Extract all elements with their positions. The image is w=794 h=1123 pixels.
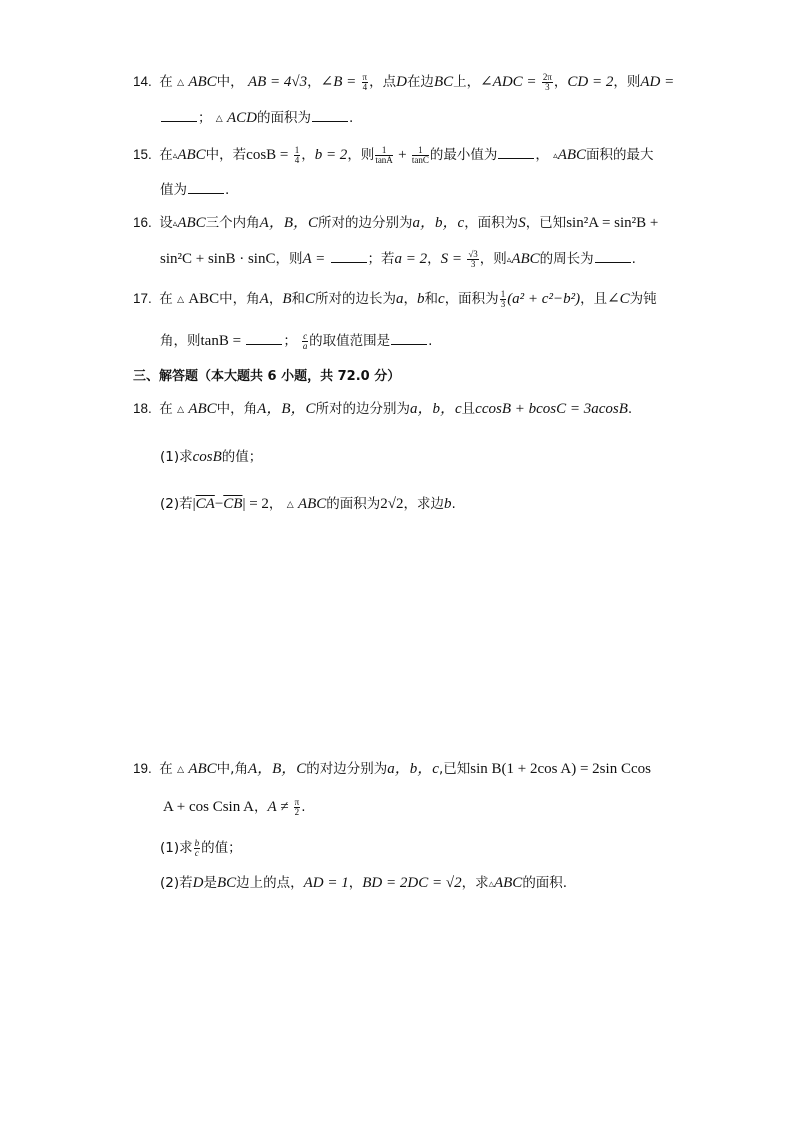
problem-number: 19. bbox=[133, 761, 152, 776]
text: ,已知 bbox=[438, 761, 471, 777]
math: a，b，c bbox=[387, 761, 439, 777]
math: a bbox=[396, 291, 404, 307]
math: ABC bbox=[493, 875, 523, 891]
denominator: tanC bbox=[411, 154, 429, 165]
math: A + cos Csin A bbox=[163, 799, 254, 815]
text: (2)若 bbox=[160, 875, 193, 891]
denominator: 4 bbox=[294, 154, 300, 165]
text: 所对的边分别为 bbox=[318, 215, 413, 231]
math: a，b，c bbox=[412, 215, 465, 231]
math: D bbox=[396, 74, 407, 90]
math: ccosB + bcosC = 3acosB bbox=[475, 401, 628, 417]
text: (1)求 bbox=[160, 840, 193, 856]
text: 的取值范围是 bbox=[309, 333, 391, 349]
text: (1)求 bbox=[160, 449, 193, 465]
text: ， bbox=[307, 74, 321, 90]
math: ∠B = bbox=[320, 74, 357, 90]
text: ， bbox=[253, 799, 268, 815]
math: BC bbox=[433, 74, 454, 90]
problem-16-line-1 bbox=[133, 213, 658, 234]
triangle-symbol: △ bbox=[177, 295, 185, 305]
text: ， bbox=[301, 147, 315, 163]
triangle-symbol: △ bbox=[177, 405, 185, 415]
math: cosB bbox=[192, 449, 222, 465]
fraction bbox=[542, 73, 553, 92]
text: 的最小值为 bbox=[429, 147, 498, 163]
triangle-symbol: ▵ bbox=[172, 151, 178, 161]
numerator: 2π bbox=[542, 71, 552, 82]
answer-blank[interactable] bbox=[331, 250, 367, 263]
text: 边上的点， bbox=[236, 875, 304, 891]
math: A = bbox=[302, 251, 326, 267]
text: ，面积为 bbox=[464, 215, 519, 231]
problem-16-line-2 bbox=[160, 249, 636, 270]
denominator: 3 bbox=[545, 81, 550, 92]
math: ∠ADC = bbox=[480, 74, 537, 90]
math: BC bbox=[216, 875, 237, 891]
text: 中， bbox=[216, 74, 244, 90]
math: A，B，C bbox=[257, 401, 316, 417]
denominator: 2 bbox=[294, 806, 300, 817]
text: ，则 bbox=[613, 74, 641, 90]
math: ∠C bbox=[607, 291, 630, 307]
section-heading: 三、解答题（本大题共 6 小题，共 72.0 分） bbox=[133, 369, 401, 384]
triangle-symbol: △ bbox=[286, 500, 294, 510]
math: A bbox=[259, 291, 269, 307]
text: 设 bbox=[159, 215, 173, 231]
fraction bbox=[500, 290, 507, 309]
text: ， bbox=[553, 74, 568, 90]
math: 2√2 bbox=[380, 496, 404, 512]
math: | = 2 bbox=[242, 496, 269, 512]
problem-17-line-1 bbox=[133, 289, 657, 310]
problem-15-line-1 bbox=[133, 145, 654, 166]
text: 且 bbox=[461, 401, 476, 417]
math: BD = 2DC = √2 bbox=[362, 875, 462, 891]
math: B bbox=[282, 291, 292, 307]
math: − bbox=[214, 496, 224, 512]
fraction bbox=[412, 146, 429, 165]
text: . bbox=[428, 333, 433, 349]
answer-blank[interactable] bbox=[498, 146, 534, 159]
denominator: c bbox=[194, 847, 199, 858]
math: CD = 2 bbox=[567, 74, 614, 90]
math: ACD bbox=[227, 110, 258, 126]
text: ， bbox=[427, 251, 441, 267]
answer-blank[interactable] bbox=[188, 181, 224, 194]
text: . bbox=[225, 182, 230, 198]
math: cosB = bbox=[246, 147, 289, 163]
answer-blank[interactable] bbox=[595, 250, 631, 263]
text: 和 bbox=[424, 291, 439, 307]
abs-bar: | bbox=[192, 496, 196, 512]
math: ABC bbox=[177, 215, 206, 231]
answer-blank[interactable] bbox=[246, 332, 282, 345]
math: b = 2 bbox=[314, 147, 348, 163]
text: 在 bbox=[159, 401, 173, 417]
text: 是 bbox=[203, 875, 217, 891]
triangle-symbol: ▵ bbox=[506, 255, 512, 265]
problem-19-line-1 bbox=[133, 759, 651, 780]
numerator: 1 bbox=[294, 144, 300, 155]
text: 中，角 bbox=[219, 291, 260, 307]
text: ，已知 bbox=[525, 215, 567, 231]
math: (a² + c²−b²) bbox=[507, 291, 581, 307]
text: ，则 bbox=[275, 251, 303, 267]
math: sin B(1 + 2cos A) = 2sin Ccos bbox=[470, 761, 651, 777]
problem-18-line-1 bbox=[133, 399, 632, 420]
problem-number: 14. bbox=[133, 74, 152, 89]
text: ； bbox=[283, 333, 297, 349]
vector: $\overline{CA}$ bbox=[195, 496, 215, 512]
text: ， bbox=[535, 147, 549, 163]
problem-18-part-1 bbox=[160, 447, 262, 467]
fraction bbox=[294, 146, 301, 165]
problem-number: 16. bbox=[133, 215, 152, 230]
triangle-symbol: △ bbox=[488, 880, 494, 888]
math: A，B，C bbox=[259, 215, 319, 231]
text: 中，角 bbox=[216, 401, 258, 417]
math: a = 2 bbox=[394, 251, 428, 267]
math: a，b，c bbox=[410, 401, 462, 417]
math: ABC bbox=[511, 251, 540, 267]
numerator: π bbox=[362, 71, 368, 82]
math: tanB = bbox=[200, 333, 242, 349]
text: (2)若 bbox=[160, 496, 193, 512]
math: AB = 4√3 bbox=[247, 74, 308, 90]
problem-15-line-2 bbox=[160, 180, 229, 200]
vector: $\overline{CB}$ bbox=[223, 496, 243, 512]
math: A ≠ bbox=[267, 799, 289, 815]
text: 值为 bbox=[160, 182, 187, 198]
fraction bbox=[194, 839, 201, 858]
math: ABC bbox=[188, 74, 217, 90]
triangle-symbol: △ bbox=[177, 765, 185, 775]
text: 的面积为 bbox=[257, 110, 312, 126]
denominator: 3 bbox=[500, 298, 506, 309]
triangle-symbol: ▵ bbox=[553, 151, 558, 161]
text: 上， bbox=[453, 74, 481, 90]
math: ABC bbox=[177, 147, 206, 163]
math: sin²A = sin²B + bbox=[566, 215, 659, 231]
text: ，求 bbox=[461, 875, 489, 891]
text: 的值； bbox=[221, 449, 263, 465]
text: 为钝 bbox=[629, 291, 657, 307]
text: 在 bbox=[159, 147, 173, 163]
math: A，B，C bbox=[247, 761, 307, 777]
text: 在边 bbox=[406, 74, 434, 90]
text: ， bbox=[268, 496, 283, 512]
text: ；若 bbox=[367, 251, 395, 267]
numerator: π bbox=[294, 796, 300, 807]
numerator: c bbox=[303, 330, 308, 341]
math: sin²C + sinB · sinC bbox=[160, 251, 276, 267]
math: + bbox=[398, 147, 407, 163]
math: ABC bbox=[297, 496, 327, 512]
numerator: 1 bbox=[375, 146, 393, 156]
text: 所对的边长为 bbox=[315, 291, 397, 307]
fraction bbox=[467, 250, 478, 269]
denominator: 4 bbox=[362, 81, 368, 92]
triangle-symbol: ▵ bbox=[172, 219, 178, 229]
problem-14-line-1 bbox=[133, 72, 674, 93]
text: ，则 bbox=[347, 147, 375, 163]
text: 在 bbox=[159, 74, 173, 90]
math: ABC bbox=[188, 291, 220, 307]
text: ， bbox=[348, 875, 363, 891]
math: b bbox=[444, 496, 452, 512]
numerator: 1 bbox=[412, 146, 429, 156]
text: 在 bbox=[159, 761, 173, 777]
math: D bbox=[192, 875, 204, 891]
text: ，则 bbox=[479, 251, 507, 267]
text: 的周长为 bbox=[539, 251, 594, 267]
text: 在 bbox=[159, 291, 173, 307]
problem-17-line-2 bbox=[160, 331, 432, 351]
triangle-symbol: △ bbox=[215, 114, 223, 124]
math: AD = 1 bbox=[303, 875, 349, 891]
text: ，点 bbox=[369, 74, 397, 90]
math: AD = bbox=[640, 74, 675, 90]
text: . bbox=[451, 496, 456, 512]
text: . bbox=[301, 799, 306, 815]
problem-19-part-2 bbox=[160, 873, 567, 894]
denominator: 3 bbox=[470, 258, 476, 269]
text: 中，若 bbox=[205, 147, 247, 163]
problem-19-part-1 bbox=[160, 838, 242, 858]
math: S = bbox=[440, 251, 463, 267]
text: 角，则 bbox=[160, 333, 201, 349]
math: ABC bbox=[557, 147, 587, 163]
denominator: a bbox=[302, 340, 308, 351]
text: 和 bbox=[291, 291, 305, 307]
text: . bbox=[627, 401, 633, 417]
numerator: 1 bbox=[500, 288, 506, 299]
math: c bbox=[438, 291, 445, 307]
text: 的面积为 bbox=[326, 496, 381, 512]
fraction bbox=[375, 146, 393, 165]
math: S bbox=[518, 215, 526, 231]
text: 的面积. bbox=[522, 875, 568, 891]
numerator: b bbox=[194, 837, 200, 848]
text: 的对边分别为 bbox=[306, 761, 388, 777]
text: 三个内角 bbox=[205, 215, 260, 231]
text: ， bbox=[268, 291, 283, 307]
text: ，且 bbox=[580, 291, 608, 307]
text: ， bbox=[403, 291, 418, 307]
text: 的值； bbox=[201, 840, 242, 856]
fraction bbox=[302, 332, 308, 351]
problem-number: 15. bbox=[133, 147, 152, 162]
fraction bbox=[294, 798, 301, 817]
text: . bbox=[631, 251, 636, 267]
triangle-symbol: △ bbox=[177, 78, 185, 88]
problem-19-line-2 bbox=[163, 797, 306, 817]
text: ； bbox=[198, 110, 212, 126]
math: ABC bbox=[188, 761, 217, 777]
text: ，面积为 bbox=[444, 291, 499, 307]
math: C bbox=[305, 291, 316, 307]
numerator: √3 bbox=[468, 248, 478, 259]
answer-blank[interactable] bbox=[161, 109, 197, 122]
problem-number: 18. bbox=[133, 401, 152, 416]
text: . bbox=[349, 110, 354, 126]
problem-14-line-2 bbox=[160, 108, 353, 129]
denominator: tanA bbox=[375, 154, 393, 165]
math: b bbox=[417, 291, 425, 307]
problem-18-part-2 bbox=[160, 494, 456, 515]
text: 面积的最大 bbox=[586, 147, 654, 163]
answer-blank[interactable] bbox=[391, 332, 427, 345]
text: 中,角 bbox=[216, 761, 248, 777]
fraction bbox=[362, 73, 369, 92]
text: ，求边 bbox=[403, 496, 445, 512]
text: 所对的边分别为 bbox=[315, 401, 410, 417]
answer-blank[interactable] bbox=[312, 109, 348, 122]
problem-number: 17. bbox=[133, 291, 152, 306]
math: ABC bbox=[188, 401, 217, 417]
